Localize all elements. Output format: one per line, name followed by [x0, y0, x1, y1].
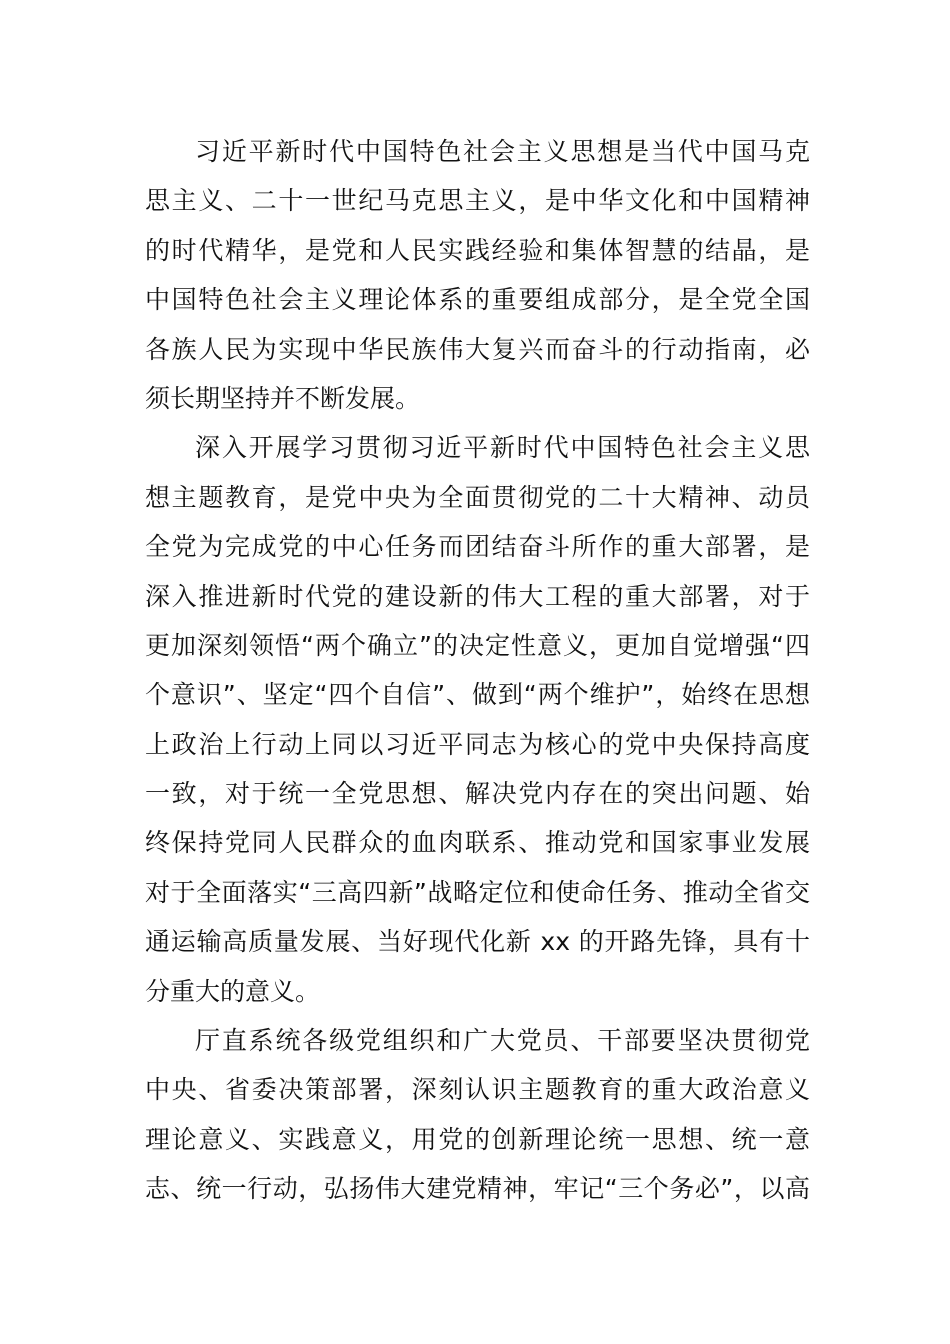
text-line: 深入开展学习贯彻习近平新时代中国特色社会主义思 — [195, 433, 810, 463]
text-line: 个意识”、坚定“四个自信”、做到“两个维护”，始终在思想 — [145, 680, 810, 710]
paragraph-3 — [145, 1016, 810, 1214]
paragraph-1 — [145, 127, 810, 423]
text-line: 分重大的意义。 — [145, 976, 321, 1006]
document-body — [145, 127, 810, 1214]
text-line: 理论意义、实践意义，用党的创新理论统一思想、统一意 — [145, 1124, 810, 1154]
text-line: 的时代精华，是党和人民实践经验和集体智慧的结晶，是 — [145, 235, 810, 265]
text-line: 对于全面落实“三高四新”战略定位和使命任务、推动全省交 — [145, 877, 810, 907]
text-line: 习近平新时代中国特色社会主义思想是当代中国马克 — [195, 137, 810, 166]
text-line: 通运输高质量发展、当好现代化新 xx 的开路先锋，具有十 — [145, 927, 810, 957]
text-line: 思主义、二十一世纪马克思主义，是中华文化和中国精神 — [145, 186, 810, 216]
text-line: 须长期坚持并不断发展。 — [145, 383, 421, 413]
text-line: 中央、省委决策部署，深刻认识主题教育的重大政治意义 — [145, 1075, 810, 1105]
text-line: 深入推进新时代党的建设新的伟大工程的重大部署，对于 — [145, 581, 810, 611]
paragraph-2 — [145, 423, 810, 1016]
text-line: 志、统一行动，弘扬伟大建党精神，牢记“三个务必”，以高 — [145, 1174, 810, 1204]
text-line: 终保持党同人民群众的血肉联系、推动党和国家事业发展 — [145, 828, 810, 858]
text-line: 想主题教育，是党中央为全面贯彻党的二十大精神、动员 — [145, 482, 810, 512]
text-line: 厅直系统各级党组织和广大党员、干部要坚决贯彻党 — [195, 1026, 810, 1056]
text-line: 一致，对于统一全党思想、解决党内存在的突出问题、始 — [145, 779, 810, 809]
text-line: 中国特色社会主义理论体系的重要组成部分，是全党全国 — [145, 285, 810, 315]
text-line: 上政治上行动上同以习近平同志为核心的党中央保持高度 — [145, 729, 810, 759]
text-line: 各族人民为实现中华民族伟大复兴而奋斗的行动指南，必 — [145, 334, 810, 364]
text-line: 全党为完成党的中心任务而团结奋斗所作的重大部署，是 — [145, 532, 810, 562]
text-line: 更加深刻领悟“两个确立”的决定性意义，更加自觉增强“四 — [145, 630, 810, 660]
